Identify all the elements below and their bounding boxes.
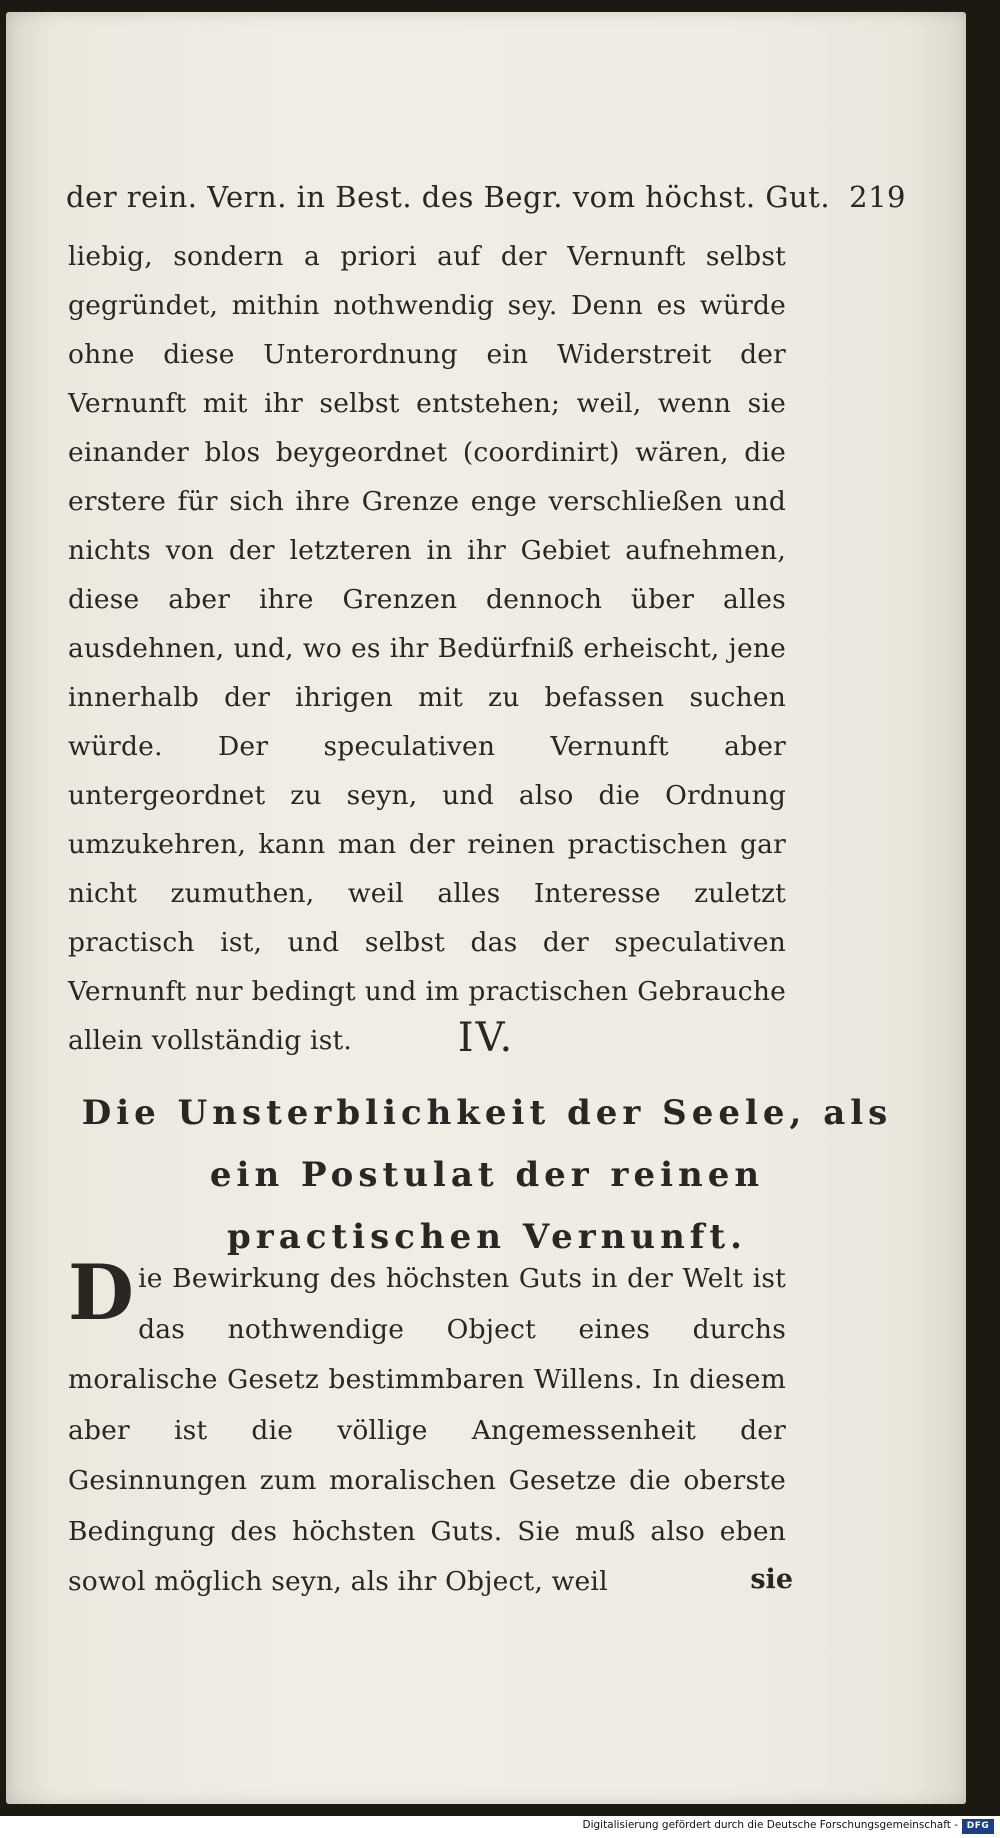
running-head: [66, 180, 906, 214]
paragraph-opening-text: ie Bewirkung des höchsten Guts in der Welt ist das nothwendige Object eines durchs moralische Gesetz bestimmbaren Willens. In diesem aber ist die völlige Angemessenheit der Gesinnungen zum moralischen Gesetze die oberste Bedingung des höchsten Guts. Sie muß also eben sowol möglich seyn, als ihr Object, weil: [68, 1263, 786, 1597]
book-page: [6, 12, 966, 1804]
chapter-number: IV.: [457, 1015, 515, 1061]
paragraph-opening: [68, 1248, 786, 1608]
digitization-credit: Digitalisierung gefördert durch die Deutsche Forschungsgemeinschaft -: [582, 1819, 958, 1831]
footer-bar: [0, 1816, 1000, 1838]
chapter-title: Die Unsterblichkeit der Seele, als ein Postulat der reinen practischen Vernunft.: [81, 1093, 893, 1257]
dfg-logo-icon: DFG: [962, 1819, 994, 1834]
catchword: sie: [750, 1564, 793, 1595]
drop-cap-initial: D: [68, 1248, 135, 1337]
running-title: der rein. Vern. in Best. des Begr. vom höchst. Gut.: [66, 180, 831, 214]
paragraph-continued: liebig, sondern a priori auf der Vernunft selbst gegründet, mithin nothwendig sey. Denn es würde ohne diese Unterordnung ein Widerstreit der Vernunft mit ihr selbst entstehen; weil, wenn sie einander blos beygeordnet (coordinirt) wären, die erstere für sich ihre Grenze enge verschließen und nichts von der letzteren in ihr Gebiet aufnehmen, diese aber ihre Grenzen dennoch über alles ausdehnen, und, wo es ihr Bedürfniß erheischt, jene innerhalb der ihrigen mit zu befassen suchen würde. Der speculativen Vernunft aber untergeordnet zu seyn, und also die Ordnung umzukehren, kann man der reinen practischen gar nicht zumuthen, weil alles Interesse zuletzt practisch ist, und selbst das der speculativen Vernunft nur bedingt und im practischen Gebrauche allein vollständig ist.: [68, 241, 786, 1056]
page-number: 219: [849, 180, 906, 214]
